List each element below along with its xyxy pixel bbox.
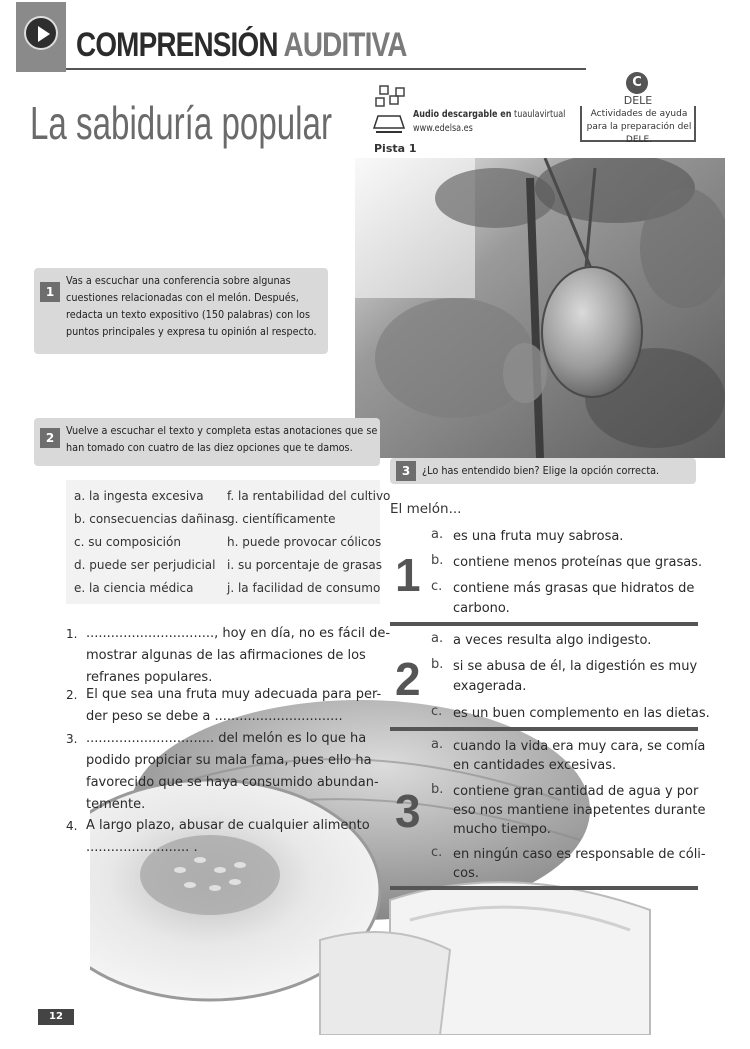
sentence-4-number: 4. — [66, 819, 78, 833]
option-text[interactable]: exagerada. — [453, 679, 527, 694]
question-1-number: 1 — [395, 549, 421, 601]
option-letter[interactable]: a. — [431, 737, 444, 752]
question-divider — [390, 622, 698, 626]
sentence-line: ............................... del melón es lo que ha — [86, 731, 367, 746]
exercise-1-number: 1 — [40, 282, 60, 302]
section-title-part2: AUDITIVA — [283, 26, 407, 64]
option-letter[interactable]: c. — [431, 579, 443, 594]
option-text[interactable]: carbono. — [453, 601, 510, 616]
option-text[interactable]: es un buen complemento en las dietas. — [453, 706, 710, 721]
sentence-line: podido propiciar su mala fama, pues ello ha — [86, 753, 372, 768]
section-header — [16, 2, 576, 80]
option-item: g. científicamente — [227, 512, 336, 526]
exercise-3-number: 3 — [396, 461, 416, 481]
dele-description: Actividades de ayuda para la preparación del DELE. — [586, 109, 692, 145]
audio-download-label: Audio descargable en — [413, 109, 512, 120]
option-text[interactable]: cuando la vida era muy cara, se comía — [453, 739, 706, 754]
option-letter[interactable]: b. — [431, 782, 444, 797]
option-letter[interactable]: a. — [431, 631, 444, 646]
option-text[interactable]: mucho tiempo. — [453, 822, 551, 837]
sentence-line: mostrar algunas de las afirmaciones de los — [86, 648, 366, 663]
option-item: e. la ciencia médica — [74, 581, 194, 595]
option-item: b. consecuencias dañinas — [74, 512, 229, 526]
option-text[interactable]: en cantidades excesivas. — [453, 758, 617, 773]
header-divider — [66, 68, 586, 70]
option-letter[interactable]: a. — [431, 527, 444, 542]
option-item: c. su composición — [74, 535, 181, 549]
section-title-part1: COMPRENSIÓN — [76, 26, 278, 64]
sentence-3-number: 3. — [66, 732, 78, 746]
sentence-line: A largo plazo, abusar de cualquier alimento — [86, 818, 370, 833]
option-letter[interactable]: c. — [431, 704, 443, 719]
option-text[interactable]: a veces resulta algo indigesto. — [453, 633, 652, 648]
option-item: j. la facilidad de consumo — [227, 581, 381, 595]
audio-website-link[interactable]: www.edelsa.es — [413, 123, 473, 134]
audio-download-info — [413, 108, 565, 136]
option-item: f. la rentabilidad del cultivo — [227, 489, 391, 503]
exercise-2-box — [34, 418, 380, 466]
section-title — [76, 26, 407, 65]
option-letter[interactable]: b. — [431, 553, 444, 568]
dele-logo-icon: C — [626, 72, 648, 94]
option-item: i. su porcentaje de grasas — [227, 558, 383, 572]
dele-badge — [580, 72, 696, 145]
option-text[interactable]: en ningún caso es responsable de cóli- — [453, 847, 706, 862]
exercise-3-box — [390, 458, 696, 484]
exercise-2-number: 2 — [40, 428, 60, 448]
exercise-1-box — [34, 268, 328, 354]
exercise-1-instruction: Vas a escuchar una conferencia sobre algunas cuestiones relacionadas con el melón. Después, redacta un texto expositivo (150 palabras) con los puntos principales y expresa tu opinión al respecto. — [66, 274, 317, 338]
option-text[interactable]: es una fruta muy sabrosa. — [453, 529, 624, 544]
option-item: h. puede provocar cólicos — [227, 535, 382, 549]
option-item: a. la ingesta excesiva — [74, 489, 204, 503]
option-letter[interactable]: b. — [431, 657, 444, 672]
track-label: Pista 1 — [374, 142, 417, 155]
sentence-line: favorecido que se haya consumido abundan- — [86, 775, 379, 790]
option-text[interactable]: contiene menos proteínas que grasas. — [453, 555, 703, 570]
play-tab — [16, 2, 66, 72]
option-text[interactable]: eso nos mantiene inapetentes durante — [453, 803, 706, 818]
audio-download-icon — [370, 84, 408, 136]
question-3-number: 3 — [395, 785, 421, 837]
sentence-1-number: 1. — [66, 627, 78, 641]
audio-platform-link[interactable]: tuaulavirtual — [514, 109, 566, 120]
sentence-line: der peso se debe a ............................... — [86, 709, 343, 724]
sentence-line: El que sea una fruta muy adecuada para per- — [86, 687, 382, 702]
question-divider — [390, 886, 698, 890]
option-text[interactable]: contiene gran cantidad de agua y por — [453, 784, 699, 799]
sentence-line: temente. — [86, 797, 146, 812]
sentence-line: refranes populares. — [86, 670, 213, 685]
option-text[interactable]: contiene más grasas que hidratos de — [453, 581, 695, 596]
page-number: 12 — [38, 1009, 74, 1025]
option-item: d. puede ser perjudicial — [74, 558, 216, 572]
exercise-2-instruction: Vuelve a escuchar el texto y completa estas anotaciones que se han tomado con cuatro de las diez opciones que te damos. — [66, 424, 378, 454]
melon-plant-photo — [355, 158, 725, 458]
sentence-line: ..............................., hoy en día, no es fácil de- — [86, 626, 391, 641]
sentence-line: ......................... . — [86, 840, 198, 855]
option-text[interactable]: cos. — [453, 866, 480, 881]
option-text[interactable]: si se abusa de él, la digestión es muy — [453, 659, 698, 674]
dele-label: DELE — [623, 94, 653, 107]
sentence-2-number: 2. — [66, 688, 78, 702]
question-intro: El melón... — [390, 501, 462, 517]
play-icon — [24, 16, 58, 50]
page-title: La sabiduría popular — [30, 97, 332, 149]
exercise-3-instruction: ¿Lo has entendido bien? Elige la opción correcta. — [422, 464, 660, 477]
question-2-number: 2 — [395, 653, 421, 705]
question-divider — [390, 727, 698, 731]
option-letter[interactable]: c. — [431, 845, 443, 860]
